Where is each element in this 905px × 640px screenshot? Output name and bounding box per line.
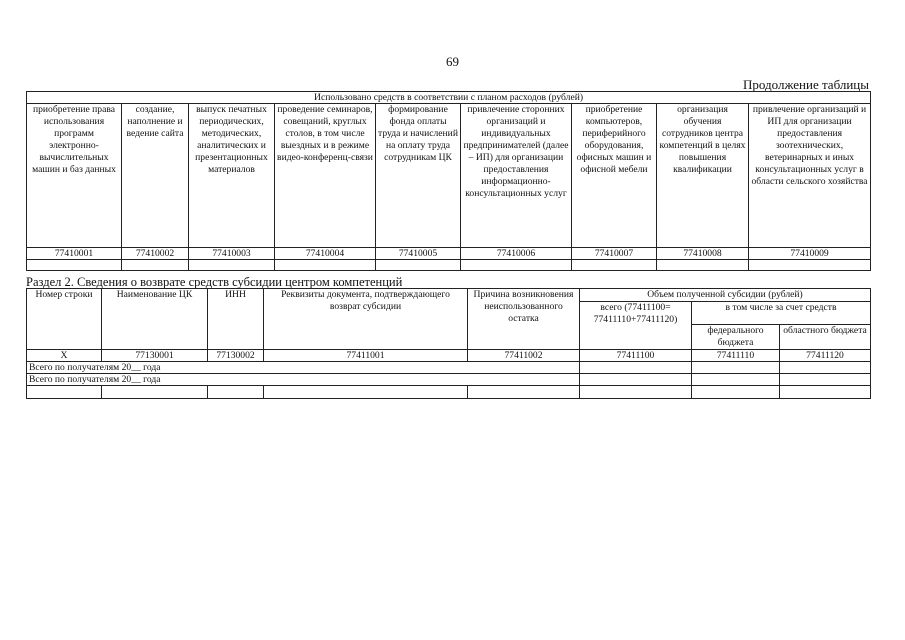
table1-code-row bbox=[27, 248, 871, 260]
hdr-volume: Объем полученной субсидии (рублей) bbox=[580, 289, 871, 302]
table1-header: приобретение компьютеров, периферийного оборудования, офисных машин и офисной мебели bbox=[572, 104, 657, 248]
hdr-ck-name: Наименование ЦК bbox=[102, 289, 208, 350]
total-row bbox=[27, 362, 871, 374]
table2-code: 77130001 bbox=[102, 350, 208, 362]
table1-code: 77410004 bbox=[275, 248, 376, 260]
table2-code: 77411002 bbox=[468, 350, 580, 362]
table1-header: привлечение сторонних организаций и индивидуальных предпринимателей (далее – ИП) для организации предоставления информационно-консультационных услуг bbox=[461, 104, 572, 248]
table1-header: выпуск печатных периодических, методических, аналитических и презентационных материалов bbox=[189, 104, 275, 248]
expenses-table bbox=[26, 91, 871, 271]
section2-title: Раздел 2. Сведения о возврате средств субсидии центром компетенций bbox=[26, 275, 403, 289]
table1-header: приобретение права использования программ электронно-вычислительных машин и баз данных bbox=[27, 104, 122, 248]
total-row-label: Всего по получателям 20__ года bbox=[27, 374, 580, 386]
table1-code: 77410002 bbox=[122, 248, 189, 260]
total-row-label: Всего по получателям 20__ года bbox=[27, 362, 580, 374]
table1-header: привлечение организаций и ИП для организации предоставления зоотехнических, ветеринарных и иных консультационных услуг в области сельского хозяйства bbox=[749, 104, 871, 248]
hdr-incl: в том числе за счет средств bbox=[692, 302, 871, 325]
table2-code: 77411120 bbox=[780, 350, 871, 362]
hdr-doc: Реквизиты документа, подтверждающего возврат субсидии bbox=[264, 289, 468, 350]
hdr-federal: федерального бюджета bbox=[692, 325, 780, 350]
continuation-label: Продолжение таблицы bbox=[743, 77, 869, 92]
table2-code: X bbox=[27, 350, 102, 362]
table2-empty-row bbox=[27, 386, 871, 399]
table1-code: 77410008 bbox=[657, 248, 749, 260]
hdr-reason: Причина возникновения неиспользованного остатка bbox=[468, 289, 580, 350]
return-table bbox=[26, 288, 871, 399]
table1-header: создание, наполнение и ведение сайта bbox=[122, 104, 189, 248]
table1-code: 77410001 bbox=[27, 248, 122, 260]
page-number: 69 bbox=[446, 54, 459, 69]
table1-header: проведение семинаров, совещаний, круглых столов, в том числе выездных и в режиме видео-конференц-связи bbox=[275, 104, 376, 248]
table1-header: организация обучения сотрудников центра компетенций в целях повышения квалификации bbox=[657, 104, 749, 248]
total-row bbox=[27, 374, 871, 386]
table2-code: 77411100 bbox=[580, 350, 692, 362]
table2-code: 77411110 bbox=[692, 350, 780, 362]
table1-code: 77410009 bbox=[749, 248, 871, 260]
table1-header-row bbox=[27, 104, 871, 248]
table1-code: 77410007 bbox=[572, 248, 657, 260]
hdr-regional: областного бюджета bbox=[780, 325, 871, 350]
table1-code: 77410006 bbox=[461, 248, 572, 260]
table2-code: 77411001 bbox=[264, 350, 468, 362]
hdr-row-number: Номер строки bbox=[27, 289, 102, 350]
table1-caption: Использовано средств в соответствии с планом расходов (рублей) bbox=[27, 92, 871, 104]
hdr-inn: ИНН bbox=[208, 289, 264, 350]
table1-code: 77410003 bbox=[189, 248, 275, 260]
hdr-total: всего (77411100= 77411110+77411120) bbox=[580, 302, 692, 350]
table2-code-row bbox=[27, 350, 871, 362]
table1-code: 77410005 bbox=[376, 248, 461, 260]
table1-empty-row bbox=[27, 260, 871, 271]
table1-header: формирование фонда оплаты труда и начислений на оплату труда сотрудникам ЦК bbox=[376, 104, 461, 248]
table2-code: 77130002 bbox=[208, 350, 264, 362]
